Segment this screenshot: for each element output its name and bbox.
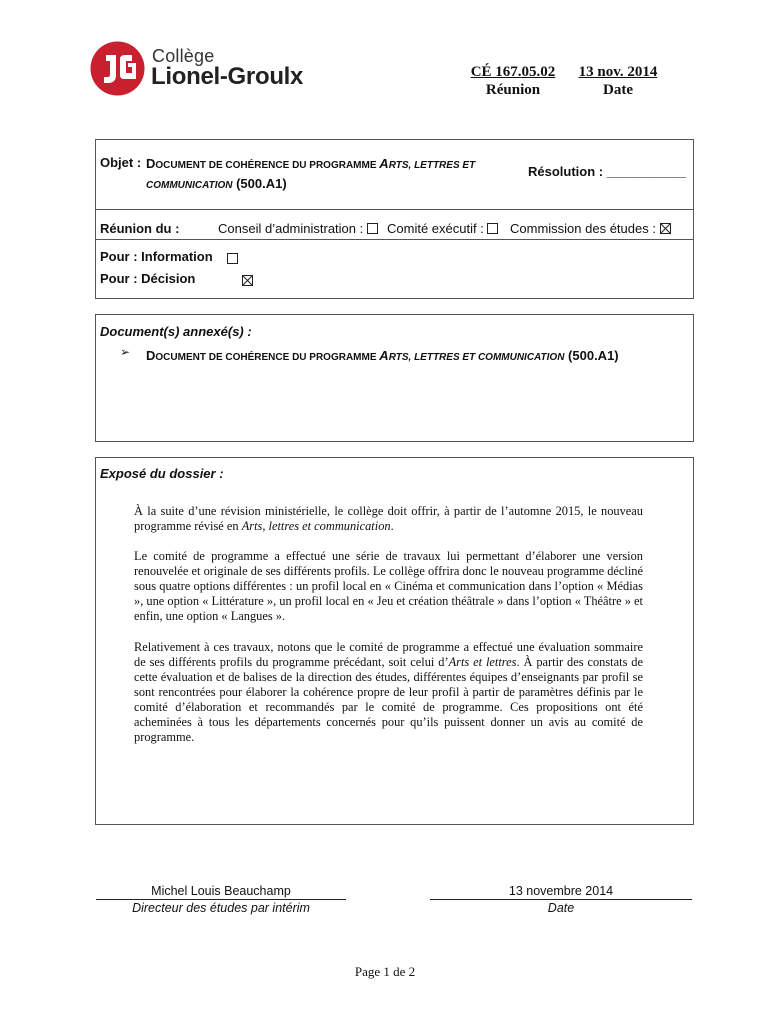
documents-section — [95, 314, 694, 442]
date-line — [430, 899, 692, 900]
checkbox-decision[interactable] — [242, 275, 253, 286]
logo-text-college: Collège — [152, 46, 215, 66]
header-date-label: Date — [603, 82, 633, 98]
documents-title: Document(s) annexé(s) : — [100, 324, 252, 339]
divider — [96, 239, 693, 240]
reference-code: CÉ 167.05.02 — [470, 64, 556, 80]
signature-date: 13 novembre 2014 — [508, 884, 614, 898]
signature-date-label: Date — [547, 901, 575, 915]
logo-text-name: Lionel-Groulx — [151, 63, 304, 90]
objet-title: DOCUMENT DE COHÉRENCE DU PROGRAMME ARTS, LETTRES ET COMMUNICATION (500.A1) — [146, 156, 476, 191]
resolution-label: Résolution : ___________ — [528, 164, 687, 179]
bullet-icon: ➢ — [120, 345, 131, 359]
college-logo-icon — [90, 41, 145, 96]
option-conseil: Conseil d’administration : — [218, 221, 378, 236]
expose-paragraph-2: Le comité de programme a effectué une série de travaux lui permettant d’élaborer une version renouvelée et originale de ses différents profils. Le collège offrira donc le nouveau programme décliné sous quatre options différentes : un profil local en « Cinéma et communication dans l’option « Médias », une option « Littérature », un profil local en « Jeu et création théâtrale » dans l’option « Théâtre » et enfin, une option « Langues ». — [134, 549, 643, 623]
page-number: Page 1 de 2 — [354, 964, 416, 979]
checkbox-commission-etudes[interactable] — [660, 223, 671, 234]
objet-section — [95, 139, 694, 299]
expose-title: Exposé du dossier : — [100, 466, 224, 481]
checkbox-conseil[interactable] — [367, 223, 378, 234]
expose-paragraph-3: Relativement à ces travaux, notons que le comité de programme a effectué une évaluation sommaire de ses différents profils du programme précédant, soit celui d’Arts et lettres. À partir des constats de cette évaluation et de balises de la direction des études, différentes équipes d’enseignants par profil se sont rencontrées pour élaborer la cohérence propre de leur profil à partir de paramètres définis par le comité d’élaboration et recommandés par le comité de programme. Ces propositions ont été acheminées à tous les départements concernés pour qu’ils puissent donner un avis au comité de programme. — [134, 640, 643, 744]
checkbox-comite-executif[interactable] — [487, 223, 498, 234]
expose-paragraph-1: À la suite d’une révision ministérielle, le collège doit offrir, à partir de l’automne 2015, le nouveau programme révisé en Arts, lettres et communication. — [134, 504, 643, 533]
option-commission-etudes: Commission des études : — [510, 221, 671, 236]
signatory-name: Michel Louis Beauchamp — [151, 884, 291, 898]
divider — [96, 209, 693, 210]
pour-information-label: Pour : Information — [100, 249, 213, 264]
reference-label: Réunion — [485, 82, 541, 98]
checkbox-information[interactable] — [227, 253, 238, 264]
objet-label: Objet : — [100, 155, 142, 170]
signatory-title: Directeur des études par intérim — [132, 901, 310, 915]
pour-decision-label: Pour : Décision — [100, 271, 196, 286]
expose-section — [95, 457, 694, 825]
reunion-label: Réunion du : — [100, 221, 180, 236]
signature-line — [96, 899, 346, 900]
document-item: DOCUMENT DE COHÉRENCE DU PROGRAMME ARTS, LETTRES ET COMMUNICATION (500.A1) — [146, 348, 619, 363]
option-comite-executif: Comité exécutif : — [387, 221, 498, 236]
header-date: 13 nov. 2014 — [578, 64, 658, 80]
